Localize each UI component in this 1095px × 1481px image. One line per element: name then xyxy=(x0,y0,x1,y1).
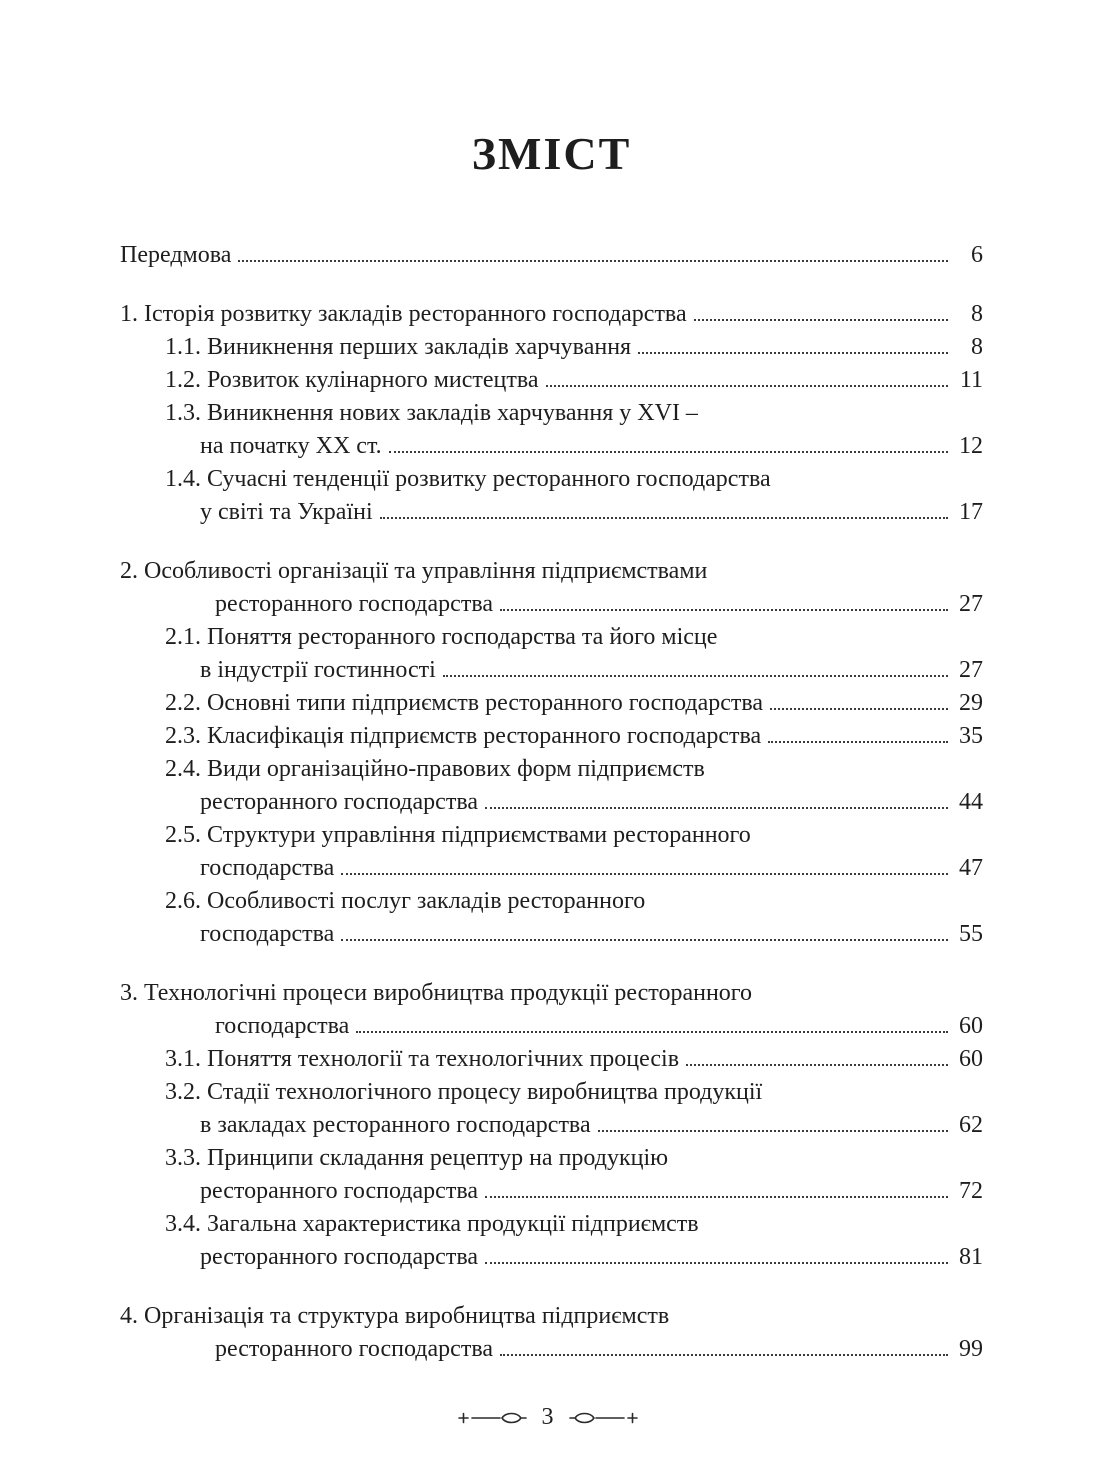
toc-entry-text: 2.6. Особливості послуг закладів ресторанного xyxy=(165,887,646,914)
toc-line xyxy=(120,555,983,588)
toc-entry-text: 1.1. Виникнення перших закладів харчування xyxy=(165,333,632,360)
toc-entry-text: 2.5. Структури управління підприємствами ресторанного xyxy=(165,821,751,848)
toc-line xyxy=(120,331,983,364)
toc-page-number: 60 xyxy=(959,1012,983,1039)
toc-entry-text: 3.3. Принципи складання рецептур на продукцію xyxy=(165,1144,669,1171)
footer-ornament-left-icon xyxy=(456,1410,528,1426)
toc-entry-text: господарства xyxy=(200,920,335,947)
toc-entry-text: 1.4. Сучасні тенденції розвитку ресторанного господарства xyxy=(165,465,771,492)
toc-page-number: 44 xyxy=(959,788,983,815)
toc-line xyxy=(120,1175,983,1208)
toc-entry-text: 3. Технологічні процеси виробництва продукції ресторанного xyxy=(120,979,753,1006)
toc-page-number: 81 xyxy=(959,1243,983,1270)
toc-line xyxy=(120,687,983,720)
toc-entry-text: 3.4. Загальна характеристика продукції підприємств xyxy=(165,1210,699,1237)
toc-line xyxy=(120,397,983,430)
toc-list xyxy=(120,239,983,1366)
toc-entry-text: у світі та Україні xyxy=(200,498,373,525)
toc-line xyxy=(120,364,983,397)
toc-entry-text: ресторанного господарства xyxy=(200,1177,478,1204)
toc-entry-text: 1. Історія розвитку закладів ресторанного господарства xyxy=(120,300,687,327)
toc-line xyxy=(120,786,983,819)
toc-line xyxy=(120,885,983,918)
toc-entry-text: 2.1. Поняття ресторанного господарства та його місце xyxy=(165,623,718,650)
toc-entry-text: 3.1. Поняття технології та технологічних процесів xyxy=(165,1045,680,1072)
toc-page-number: 62 xyxy=(959,1111,983,1138)
toc-line xyxy=(120,496,983,529)
dotted-leader xyxy=(443,675,948,677)
dotted-leader xyxy=(356,1031,948,1033)
toc-line xyxy=(120,430,983,463)
toc-entry-text: 3.2. Стадії технологічного процесу виробництва продукції xyxy=(165,1078,763,1105)
toc-entry-text: 2.2. Основні типи підприємств ресторанного господарства xyxy=(165,689,764,716)
toc-line xyxy=(120,1300,983,1333)
toc-line xyxy=(120,1076,983,1109)
dotted-leader xyxy=(341,873,948,875)
toc-page-number: 11 xyxy=(959,366,983,393)
dotted-leader xyxy=(500,609,948,611)
toc-page-number: 12 xyxy=(959,432,983,459)
toc-line xyxy=(120,918,983,951)
toc-page-number: 72 xyxy=(959,1177,983,1204)
toc-page-number: 55 xyxy=(959,920,983,947)
dotted-leader xyxy=(598,1130,948,1132)
toc-line xyxy=(120,654,983,687)
toc-entry-text: ресторанного господарства xyxy=(215,1335,493,1362)
toc-entry-text: 1.2. Розвиток кулінарного мистецтва xyxy=(165,366,539,393)
toc-line xyxy=(120,977,983,1010)
toc-line xyxy=(120,239,983,272)
dotted-leader xyxy=(638,352,948,354)
page-footer xyxy=(0,1404,1095,1431)
toc-entry-text: господарства xyxy=(215,1012,350,1039)
toc-page-number: 27 xyxy=(959,656,983,683)
dotted-leader xyxy=(485,1262,948,1264)
toc-entry-text: ресторанного господарства xyxy=(200,788,478,815)
toc-line xyxy=(120,1043,983,1076)
toc-entry-text: в закладах ресторанного господарства xyxy=(200,1111,591,1138)
toc-line xyxy=(120,298,983,331)
toc-entry-text: 2. Особливості організації та управління підприємствами xyxy=(120,557,708,584)
footer-page-number: 3 xyxy=(541,1404,554,1430)
toc-line xyxy=(120,1333,983,1366)
dotted-leader xyxy=(485,1196,948,1198)
toc-line xyxy=(120,621,983,654)
toc-entry-text: господарства xyxy=(200,854,335,881)
toc-entry-text: в індустрії гостинності xyxy=(200,656,436,683)
toc-entry-text: 4. Організація та структура виробництва підприємств xyxy=(120,1302,670,1329)
dotted-leader xyxy=(768,741,948,743)
toc-page-number: 35 xyxy=(959,722,983,749)
toc-page-number: 29 xyxy=(959,689,983,716)
toc-line xyxy=(120,1241,983,1274)
dotted-leader xyxy=(770,708,948,710)
toc-entry-text: ресторанного господарства xyxy=(200,1243,478,1270)
toc-line xyxy=(120,753,983,786)
toc-line xyxy=(120,1109,983,1142)
toc-page-number: 27 xyxy=(959,590,983,617)
toc-line xyxy=(120,852,983,885)
toc-entry-text: 2.3. Класифікація підприємств ресторанного господарства xyxy=(165,722,762,749)
toc-entry-text: на початку XX ст. xyxy=(200,432,382,459)
toc-entry-text: Передмова xyxy=(120,241,232,268)
toc-entry-text: ресторанного господарства xyxy=(215,590,493,617)
dotted-leader xyxy=(694,319,948,321)
toc-line xyxy=(120,1142,983,1175)
toc-page-number: 99 xyxy=(959,1335,983,1362)
toc-page-number: 6 xyxy=(971,241,983,268)
dotted-leader xyxy=(389,451,948,453)
toc-line xyxy=(120,588,983,621)
dotted-leader xyxy=(380,517,948,519)
toc-line xyxy=(120,819,983,852)
toc-page-number: 60 xyxy=(959,1045,983,1072)
dotted-leader xyxy=(686,1064,948,1066)
toc-line xyxy=(120,1010,983,1043)
toc-line xyxy=(120,463,983,496)
toc-entry-text: 2.4. Види організаційно-правових форм підприємств xyxy=(165,755,705,782)
toc-line xyxy=(120,1208,983,1241)
dotted-leader xyxy=(546,385,948,387)
dotted-leader xyxy=(238,260,948,262)
toc-page-number: 8 xyxy=(971,333,983,360)
page-title: ЗМІСТ xyxy=(471,128,632,179)
toc-page-number: 8 xyxy=(971,300,983,327)
footer-ornament-right-icon xyxy=(568,1410,640,1426)
toc-page-number: 17 xyxy=(959,498,983,525)
toc-entry-text: 1.3. Виникнення нових закладів харчування у XVI – xyxy=(165,399,698,426)
dotted-leader xyxy=(500,1354,948,1356)
dotted-leader xyxy=(341,939,948,941)
dotted-leader xyxy=(485,807,948,809)
toc-line xyxy=(120,720,983,753)
toc-page-number: 47 xyxy=(959,854,983,881)
